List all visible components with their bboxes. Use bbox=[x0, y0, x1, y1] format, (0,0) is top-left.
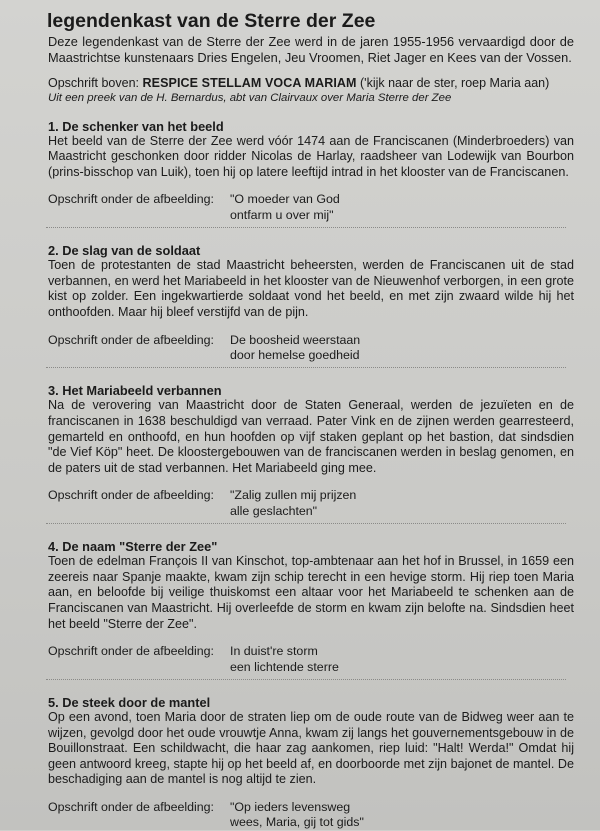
section-title: 3. Het Mariabeeld verbannen bbox=[48, 383, 222, 399]
section-body: Na de verovering van Maastricht door de Staten Generaal, werden de jezuïeten en de franciscanen in 1638 beschuldigd van verraad. Pater Vink en de zijnen werden gearresteerd, gemarteld en onthoofd, en hun hoofden op vijf staken geplant op het bastion, dat sindsdien "de Vief Köp" heet. De kloostergebouwen van de franciscanen werden in beslag genomen, en de paters uit de stad verbannen. Het Mariabeeld ging mee. bbox=[48, 398, 574, 475]
section-body: Het beeld van de Sterre der Zee werd vóór 1474 aan de Franciscanen (Minderbroeders) van Maastricht geschonken door ridder Nicolas de Harlay, raadsheer van Lodewijk van Bourbon (prins-bisschop van Luik), toen hij op latere leeftijd intrad in het klooster van de Franciscanen. bbox=[48, 133, 574, 179]
legend-section bbox=[48, 539, 574, 681]
legend-sections bbox=[48, 119, 574, 831]
caption-label: Opschrift onder de afbeelding: bbox=[48, 488, 215, 503]
caption-line: wees, Maria, gij tot gids" bbox=[230, 815, 364, 830]
section-body: Toen de edelman François II van Kinschot, top-ambtenaar aan het hof in Brussel, in 1659 een zeereis naar Spanje maakte, kwam zijn schip terecht in een hevige storm. Hij riep toen Maria aan, en beloofde bij veilige thuiskomst een altaar voor het Mariabeeld te schenken aan de Franciscanen van Maastricht. Hij overleefde de storm en kwam zijn belofte na. Sindsdien heet het beeld "Sterre der Zee". bbox=[48, 554, 574, 631]
section-divider bbox=[46, 367, 566, 369]
caption-line: "Zalig zullen mij prijzen bbox=[230, 488, 357, 503]
section-divider bbox=[46, 679, 566, 681]
section-body: Toen de protestanten de stad Maastricht beheersten, werden de Franciscanen uit de stad verbannen, en werd het Mariabeeld in het klooster van de Nieuwenhof verborgen, in een grote kist op zolder. Een ingekwartierde soldaat vond het beeld, en met zijn zwaard wilde hij het onthoofden. Maar hij bleef verstijfd van de pijn. bbox=[48, 258, 574, 319]
section-caption bbox=[48, 644, 574, 675]
motto-line bbox=[48, 76, 574, 91]
caption-text bbox=[230, 333, 360, 364]
caption-line: alle geslachten" bbox=[230, 503, 318, 518]
caption-text bbox=[230, 488, 356, 519]
caption-line: door hemelse goedheid bbox=[230, 347, 360, 362]
legend-section bbox=[48, 383, 574, 525]
legend-section bbox=[48, 243, 574, 369]
caption-line: "O moeder van God bbox=[230, 192, 340, 207]
section-caption bbox=[48, 488, 574, 519]
section-caption bbox=[48, 800, 574, 831]
section-body: Op een avond, toen Maria door de straten liep om de oude route van de Bidweg weer aan te wijzen, gevolgd door het oude vrouwtje Anna, kwam zij langs het gouvernementsgebouw in de Bouillonstraat. Een schildwacht, die haar zag aankomen, riep luid: "Halt! Werda!" Omdat hij geen antwoord kreeg, stapte hij op het beeld af, en doorboorde met zijn bajonet de mantel. De beschadiging aan de mantel is nog altijd te zien. bbox=[48, 709, 574, 787]
section-title: 5. De steek door de mantel bbox=[48, 694, 211, 710]
intro-paragraph: Deze legendenkast van de Sterre der Zee werd in de jaren 1955-1956 vervaardigd door de Maastrichtse kunstenaars Dries Engelen, Jeu Vroomen, Riet Jager en Kees van der Vossen. bbox=[48, 34, 574, 65]
caption-line: een lichtende sterre bbox=[230, 659, 339, 674]
caption-text bbox=[230, 192, 340, 223]
caption-line: ontfarm u over mij" bbox=[230, 207, 334, 222]
section-title: 4. De naam "Sterre der Zee" bbox=[48, 539, 218, 555]
motto-latin: RESPICE STELLAM VOCA MARIAM bbox=[142, 75, 357, 90]
caption-label: Opschrift onder de afbeelding: bbox=[48, 644, 215, 659]
caption-line: De boosheid weerstaan bbox=[230, 332, 361, 347]
section-title: 2. De slag van de soldaat bbox=[48, 243, 201, 259]
caption-label: Opschrift onder de afbeelding: bbox=[48, 332, 215, 347]
caption-label: Opschrift onder de afbeelding: bbox=[48, 192, 215, 207]
motto-translation: ('kijk naar de ster, roep Maria aan) bbox=[356, 75, 550, 90]
caption-line: "Op ieders levensweg bbox=[230, 799, 351, 814]
caption-label: Opschrift onder de afbeelding: bbox=[48, 799, 215, 814]
caption-text bbox=[230, 800, 364, 831]
section-divider bbox=[46, 227, 566, 229]
motto-prefix: Opschrift boven: bbox=[48, 75, 143, 90]
caption-text bbox=[230, 644, 339, 675]
motto-source: Uit een preek van de H. Bernardus, abt van Clairvaux over Maria Sterre der Zee bbox=[48, 91, 452, 104]
section-caption bbox=[48, 333, 574, 364]
section-divider bbox=[46, 523, 566, 525]
section-title: 1. De schenker van het beeld bbox=[48, 118, 224, 134]
page-title: legendenkast van de Sterre der Zee bbox=[47, 10, 376, 32]
legend-section bbox=[48, 695, 574, 831]
legend-section bbox=[48, 119, 574, 230]
section-caption bbox=[48, 192, 574, 223]
caption-line: In duist're storm bbox=[230, 644, 318, 659]
